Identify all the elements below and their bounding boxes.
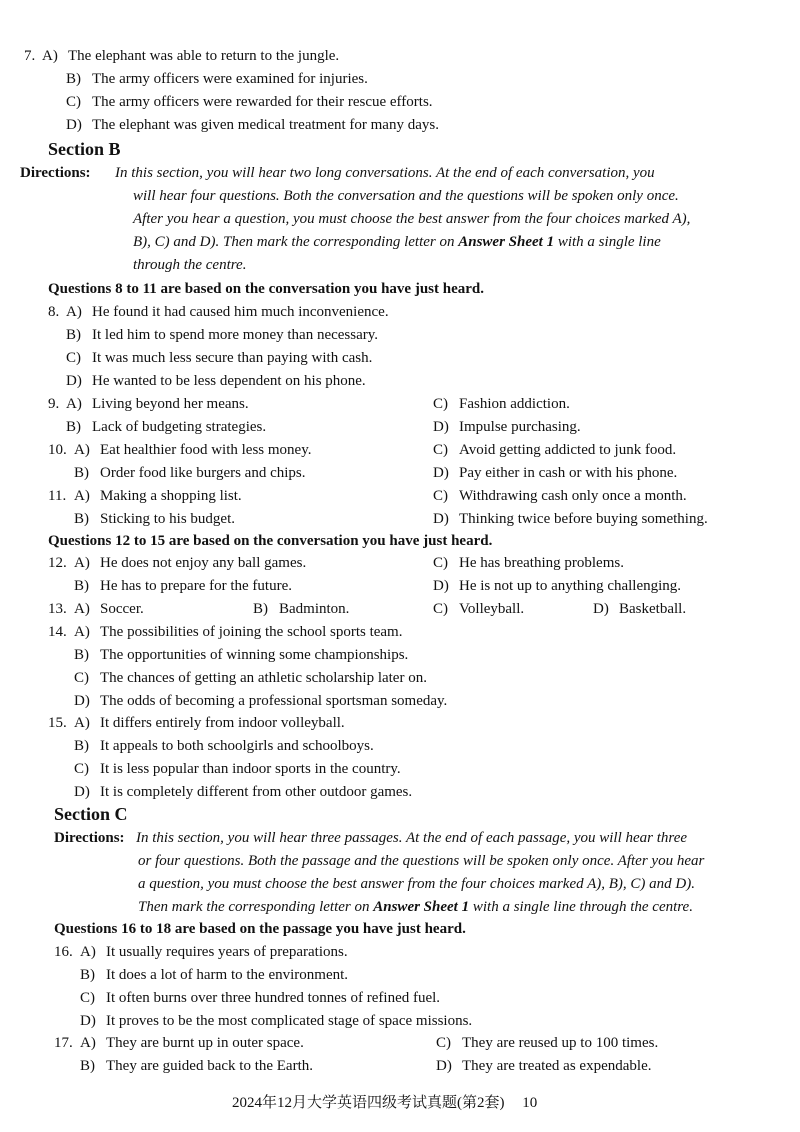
section-c-directions-line: Then mark the corresponding letter on Answer Sheet 1 with a single line through the centre. xyxy=(138,899,693,915)
question-group-heading: Questions 12 to 15 are based on the conversation you have just heard. xyxy=(48,533,493,549)
q8-option-b: B) It led him to spend more money than necessary. xyxy=(66,327,379,343)
q7-option-d: D) The elephant was given medical treatment for many days. xyxy=(66,117,439,133)
q10-option-d: D) Pay either in cash or with his phone. xyxy=(433,465,678,481)
question-number: 13. xyxy=(48,601,67,617)
section-b-directions-line: will hear four questions. Both the conversation and the questions will be spoken only once. xyxy=(133,188,679,204)
q11-option-d: D) Thinking twice before buying something. xyxy=(433,511,708,527)
q11-option-b: B) Sticking to his budget. xyxy=(74,511,235,527)
page-number: 10 xyxy=(522,1095,538,1111)
q12-option-d: D) He is not up to anything challenging. xyxy=(433,578,682,594)
q11-option-a: 11. A) Making a shopping list. xyxy=(48,488,242,504)
q11-option-c: C) Withdrawing cash only once a month. xyxy=(433,488,687,504)
page-footer xyxy=(232,1093,537,1113)
section-c-directions-line: In this section, you will hear three passages. At the end of each passage, you will hear three xyxy=(136,830,688,846)
answer-sheet-label: Answer Sheet 1 xyxy=(458,234,555,250)
q9-option-a: 9. A) Living beyond her means. xyxy=(48,396,249,412)
question-number: 7. xyxy=(24,48,36,64)
q16-option-a: 16. A) It usually requires years of preparations. xyxy=(54,944,348,960)
q17-option-b: B) They are guided back to the Earth. xyxy=(80,1058,313,1074)
question-number: 8. xyxy=(48,304,60,320)
q13-option-d: D) Basketball. xyxy=(593,601,687,617)
section-c-title: Section C xyxy=(54,804,128,824)
q14-option-d: D) The odds of becoming a professional sportsman someday. xyxy=(74,693,448,709)
q9-option-b: B) Lack of budgeting strategies. xyxy=(66,419,267,435)
q9-option-d: D) Impulse purchasing. xyxy=(433,419,581,435)
question-group-heading: Questions 8 to 11 are based on the conversation you have just heard. xyxy=(48,281,484,297)
q14-option-b: B) The opportunities of winning some championships. xyxy=(74,647,409,663)
question-number: 12. xyxy=(48,555,67,571)
answer-sheet-label: Answer Sheet 1 xyxy=(373,899,470,915)
q16-option-d: D) It proves to be the most complicated stage of space missions. xyxy=(80,1013,473,1029)
q14-option-c: C) The chances of getting an athletic scholarship later on. xyxy=(74,670,427,686)
q13-option-a: 13. A) Soccer. xyxy=(48,601,144,617)
q10-option-c: C) Avoid getting addicted to junk food. xyxy=(433,442,677,458)
q7-option-c: C) The army officers were rewarded for their rescue efforts. xyxy=(66,94,433,110)
q13-option-c: C) Volleyball. xyxy=(433,601,525,617)
section-b-title: Section B xyxy=(48,139,121,159)
q12-option-c: C) He has breathing problems. xyxy=(433,555,624,571)
q8-option-a: 8. A) He found it had caused him much inconvenience. xyxy=(48,304,389,320)
section-b-directions-line: In this section, you will hear two long conversations. At the end of each conversation, you xyxy=(115,165,655,181)
question-number: 14. xyxy=(48,624,67,640)
q15-option-a: 15. A) It differs entirely from indoor volleyball. xyxy=(48,715,345,731)
q8-option-d: D) He wanted to be less dependent on his phone. xyxy=(66,373,366,389)
q7-option-a: 7. A) The elephant was able to return to the jungle. xyxy=(24,48,340,64)
q15-option-b: B) It appeals to both schoolgirls and schoolboys. xyxy=(74,738,374,754)
section-c-directions-line: or four questions. Both the passage and the questions will be spoken only once. After you hear xyxy=(138,853,705,869)
section-b-directions-label: Directions: xyxy=(20,165,91,181)
q15-option-c: C) It is less popular than indoor sports in the country. xyxy=(74,761,401,777)
question-number: 9. xyxy=(48,396,60,412)
q13-option-b: B) Badminton. xyxy=(253,601,350,617)
section-b-directions-line: through the centre. xyxy=(133,257,247,273)
question-group-heading: Questions 16 to 18 are based on the passage you have just heard. xyxy=(54,921,466,937)
footer-title: 2024年12月大学英语四级考试真题(第2套) xyxy=(232,1095,505,1111)
question-number: 11. xyxy=(48,488,67,504)
q16-option-c: C) It often burns over three hundred tonnes of refined fuel. xyxy=(80,990,441,1006)
q12-option-b: B) He has to prepare for the future. xyxy=(74,578,292,594)
question-number: 10. xyxy=(48,442,67,458)
q17-option-d: D) They are treated as expendable. xyxy=(436,1058,652,1074)
question-number: 17. xyxy=(54,1035,73,1051)
section-b-directions-line: After you hear a question, you must choose the best answer from the four choices marked A), xyxy=(133,211,691,227)
question-number: 16. xyxy=(54,944,73,960)
q12-option-a: 12. A) He does not enjoy any ball games. xyxy=(48,555,307,571)
q17-option-a: 17. A) They are burnt up in outer space. xyxy=(54,1035,304,1051)
q8-option-c: C) It was much less secure than paying with cash. xyxy=(66,350,373,366)
section-c-directions-label: Directions: xyxy=(54,830,125,846)
q16-option-b: B) It does a lot of harm to the environment. xyxy=(80,967,349,983)
section-c-directions-line: a question, you must choose the best answer from the four choices marked A), B), C) and D). xyxy=(138,876,695,892)
q10-option-b: B) Order food like burgers and chips. xyxy=(74,465,306,481)
question-number: 15. xyxy=(48,715,67,731)
q15-option-d: D) It is completely different from other outdoor games. xyxy=(74,784,413,800)
section-b-directions-line: B), C) and D). Then mark the corresponding letter on Answer Sheet 1 with a single line xyxy=(133,234,661,250)
q14-option-a: 14. A) The possibilities of joining the school sports team. xyxy=(48,624,403,640)
q10-option-a: 10. A) Eat healthier food with less money. xyxy=(48,442,312,458)
q7-option-b: B) The army officers were examined for injuries. xyxy=(66,71,368,87)
q9-option-c: C) Fashion addiction. xyxy=(433,396,570,412)
q17-option-c: C) They are reused up to 100 times. xyxy=(436,1035,659,1051)
